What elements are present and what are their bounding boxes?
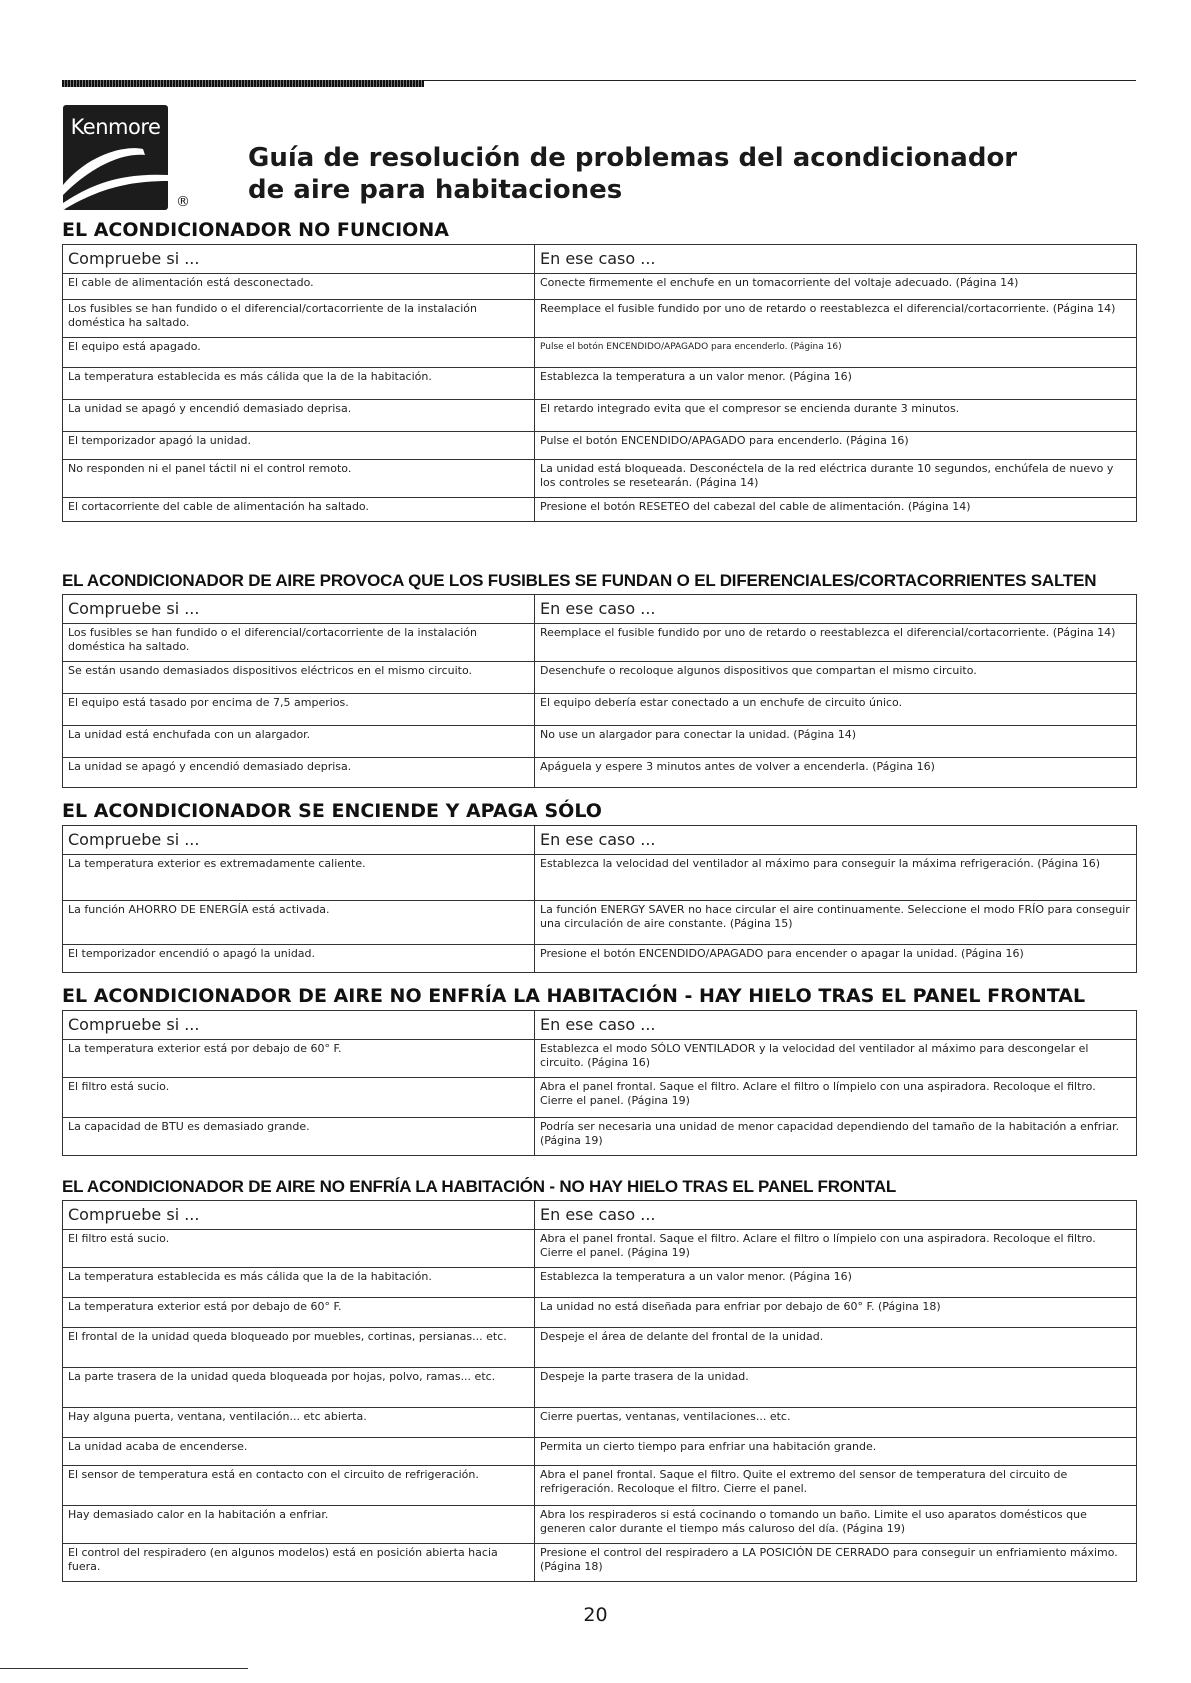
check-cell: La temperatura exterior está por debajo de 60° F. [63,1040,535,1078]
then-cell: Reemplace el fusible fundido por uno de retardo o reestablezca el diferencial/cortacorriente. (Página 14) [535,624,1137,662]
check-cell: La parte trasera de la unidad queda bloqueada por hojas, polvo, ramas... etc. [63,1368,535,1408]
then-cell: Establezca el modo SÓLO VENTILADOR y la velocidad del ventilador al máximo para descongelar el circuito. (Página 16) [535,1040,1137,1078]
then-cell: Cierre puertas, ventanas, ventilaciones... etc. [535,1408,1137,1438]
check-cell: La función AHORRO DE ENERGÍA está activada. [63,901,535,945]
column-header-then: En ese caso ... [535,245,1137,274]
table-row [63,1268,1137,1298]
table-row [63,432,1137,460]
table-row [63,460,1137,498]
table-header-row [63,1011,1137,1040]
column-header-then: En ese caso ... [535,1201,1137,1230]
check-cell: La temperatura establecida es más cálida que la de la habitación. [63,368,535,400]
check-cell: La unidad está enchufada con un alargador. [63,726,535,758]
table-row [63,901,1137,945]
table-row [63,400,1137,432]
table-header-row [63,595,1137,624]
then-cell: El retardo integrado evita que el compresor se encienda durante 3 minutos. [535,400,1137,432]
check-cell: El sensor de temperatura está en contacto con el circuito de refrigeración. [63,1466,535,1506]
kenmore-logo [63,105,168,210]
table-row [63,694,1137,726]
column-header-check: Compruebe si ... [63,245,535,274]
check-cell: El equipo está apagado. [63,338,535,368]
then-cell: Despeje la parte trasera de la unidad. [535,1368,1137,1408]
table-row [63,1466,1137,1506]
title-line-1: Guía de resolución de problemas del acondicionador [248,143,1018,173]
header-rule-fill [62,80,424,87]
check-cell: El control del respiradero (en algunos modelos) está en posición abierta hacia fuera. [63,1544,535,1582]
troubleshooting-table [62,244,1137,522]
check-cell: Se están usando demasiados dispositivos eléctricos en el mismo circuito. [63,662,535,694]
check-cell: El equipo está tasado por encima de 7,5 amperios. [63,694,535,726]
then-cell: Apáguela y espere 3 minutos antes de volver a encenderla. (Página 16) [535,758,1137,788]
table-row [63,1438,1137,1466]
check-cell: Los fusibles se han fundido o el diferencial/cortacorriente de la instalación doméstica ha saltado. [63,300,535,338]
then-cell: Presione el botón ENCENDIDO/APAGADO para encender o apagar la unidad. (Página 16) [535,945,1137,973]
table-row [63,1328,1137,1368]
table-row [63,274,1137,300]
table-header-row [63,1201,1137,1230]
then-cell: Abra el panel frontal. Saque el filtro. Aclare el filtro o límpielo con una aspiradora. Recoloque el filtro. Cierre el panel. (Página 19) [535,1230,1137,1268]
footer-rule [0,1668,248,1669]
check-cell: La unidad acaba de encenderse. [63,1438,535,1466]
table-row [63,624,1137,662]
check-cell: No responden ni el panel táctil ni el control remoto. [63,460,535,498]
table-row [63,1118,1137,1156]
then-cell: Abra el panel frontal. Saque el filtro. Aclare el filtro o límpielo con una aspiradora. Recoloque el filtro. Cierre el panel. (Página 19) [535,1078,1137,1118]
check-cell: La unidad se apagó y encendió demasiado deprisa. [63,400,535,432]
check-cell: La temperatura exterior es extremadamente caliente. [63,855,535,901]
column-header-then: En ese caso ... [535,595,1137,624]
check-cell: Hay alguna puerta, ventana, ventilación... etc abierta. [63,1408,535,1438]
check-cell: El temporizador encendió o apagó la unidad. [63,945,535,973]
check-cell: El cable de alimentación está desconectado. [63,274,535,300]
then-cell: Presione el botón RESETEO del cabezal del cable de alimentación. (Página 14) [535,498,1137,522]
table-row [63,1230,1137,1268]
check-cell: El filtro está sucio. [63,1078,535,1118]
check-cell: Los fusibles se han fundido o el diferencial/cortacorriente de la instalación doméstica ha saltado. [63,624,535,662]
then-cell: Despeje el área de delante del frontal de la unidad. [535,1328,1137,1368]
column-header-check: Compruebe si ... [63,1011,535,1040]
then-cell: Permita un cierto tiempo para enfriar una habitación grande. [535,1438,1137,1466]
table-row [63,368,1137,400]
table-row [63,726,1137,758]
table-row [63,945,1137,973]
then-cell: Podría ser necesaria una unidad de menor capacidad dependiendo del tamaño de la habitación a enfriar. (Página 19) [535,1118,1137,1156]
check-cell: La capacidad de BTU es demasiado grande. [63,1118,535,1156]
then-cell: Desenchufe o recoloque algunos dispositivos que compartan el mismo circuito. [535,662,1137,694]
check-cell: La temperatura establecida es más cálida que la de la habitación. [63,1268,535,1298]
check-cell: El temporizador apagó la unidad. [63,432,535,460]
table-row [63,1298,1137,1328]
section-heading: EL ACONDICIONADOR NO FUNCIONA [62,219,449,241]
logo-swoosh-icon [63,145,168,210]
then-cell: Abra los respiraderos si está cocinando o tomando un baño. Limite el uso aparatos domésticos que generen calor durante el tiempo más caluroso del día. (Página 19) [535,1506,1137,1544]
table-row [63,758,1137,788]
check-cell: El filtro está sucio. [63,1230,535,1268]
check-cell: Hay demasiado calor en la habitación a enfriar. [63,1506,535,1544]
column-header-then: En ese caso ... [535,1011,1137,1040]
table-row [63,1368,1137,1408]
table-row [63,1544,1137,1582]
then-cell: No use un alargador para conectar la unidad. (Página 14) [535,726,1137,758]
header-rule [62,80,1136,87]
then-cell: La unidad está bloqueada. Desconéctela de la red eléctrica durante 10 segundos, enchúfela de nuevo y los controles se resetearán. (Página 14) [535,460,1137,498]
then-cell: Pulse el botón ENCENDIDO/APAGADO para encenderlo. (Página 16) [535,432,1137,460]
table-row [63,855,1137,901]
table-row [63,338,1137,368]
table-row [63,300,1137,338]
then-cell: Abra el panel frontal. Saque el filtro. Quite el extremo del sensor de temperatura del circuito de refrigeración. Recoloque el filtro. Cierre el panel. [535,1466,1137,1506]
then-cell: Pulse el botón ENCENDIDO/APAGADO para encenderlo. (Página 16) [535,338,1137,368]
page-number: 20 [583,1604,608,1626]
column-header-check: Compruebe si ... [63,595,535,624]
troubleshooting-table [62,1200,1137,1582]
check-cell: La temperatura exterior está por debajo de 60° F. [63,1298,535,1328]
then-cell: El equipo debería estar conectado a un enchufe de circuito único. [535,694,1137,726]
table-row [63,1408,1137,1438]
section-heading: EL ACONDICIONADOR DE AIRE NO ENFRÍA LA HABITACIÓN - HAY HIELO TRAS EL PANEL FRONTAL [62,985,1086,1007]
column-header-check: Compruebe si ... [63,826,535,855]
section-heading: EL ACONDICIONADOR SE ENCIENDE Y APAGA SÓLO [62,800,602,822]
troubleshooting-table [62,1010,1137,1156]
check-cell: El frontal de la unidad queda bloqueado por muebles, cortinas, persianas... etc. [63,1328,535,1368]
then-cell: La unidad no está diseñada para enfriar por debajo de 60° F. (Página 18) [535,1298,1137,1328]
table-header-row [63,245,1137,274]
check-cell: La unidad se apagó y encendió demasiado deprisa. [63,758,535,788]
then-cell: Reemplace el fusible fundido por uno de retardo o reestablezca el diferencial/cortacorriente. (Página 14) [535,300,1137,338]
table-header-row [63,826,1137,855]
table-row [63,1506,1137,1544]
section-heading: EL ACONDICIONADOR DE AIRE NO ENFRÍA LA HABITACIÓN - NO HAY HIELO TRAS EL PANEL FRONTAL [62,1177,897,1196]
then-cell: Conecte firmemente el enchufe en un tomacorriente del voltaje adecuado. (Página 14) [535,274,1137,300]
troubleshooting-table [62,594,1137,788]
table-row [63,1040,1137,1078]
then-cell: La función ENERGY SAVER no hace circular el aire continuamente. Seleccione el modo FRÍO para conseguir una circulación de aire constante. (Página 15) [535,901,1137,945]
then-cell: Establezca la velocidad del ventilador al máximo para conseguir la máxima refrigeración. (Página 16) [535,855,1137,901]
column-header-check: Compruebe si ... [63,1201,535,1230]
column-header-then: En ese caso ... [535,826,1137,855]
table-row [63,662,1137,694]
then-cell: Establezca la temperatura a un valor menor. (Página 16) [535,368,1137,400]
title-line-2: de aire para habitaciones [248,175,623,205]
table-row [63,498,1137,522]
page-title [248,142,1128,206]
troubleshooting-table [62,825,1137,973]
then-cell: Presione el control del respiradero a LA POSICIÓN DE CERRADO para conseguir un enfriamiento máximo. (Página 18) [535,1544,1137,1582]
section-heading: EL ACONDICIONADOR DE AIRE PROVOCA QUE LOS FUSIBLES SE FUNDAN O EL DIFERENCIALES/CORTACORRIENTES SALTEN [62,571,1097,590]
registered-mark: ® [176,194,190,210]
logo-text: Kenmore [70,115,161,139]
check-cell: El cortacorriente del cable de alimentación ha saltado. [63,498,535,522]
then-cell: Establezca la temperatura a un valor menor. (Página 16) [535,1268,1137,1298]
table-row [63,1078,1137,1118]
